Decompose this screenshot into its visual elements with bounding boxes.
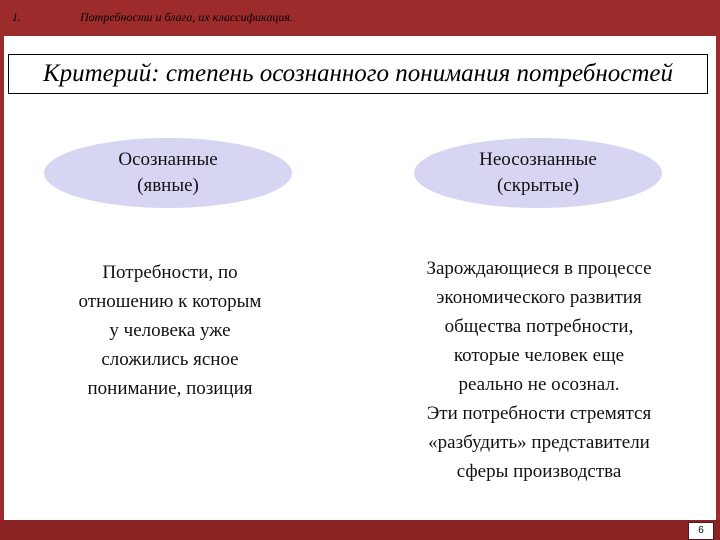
heading-line: (явные) xyxy=(137,175,199,196)
heading-line: Осознанные xyxy=(118,149,218,170)
bottom-frame-bar xyxy=(0,520,720,540)
page-number: 6 xyxy=(688,522,714,540)
description-line: «разбудить» представители xyxy=(428,432,650,453)
description-line: сферы производства xyxy=(456,461,622,482)
explicit-needs-ellipse xyxy=(44,138,292,208)
description-line: Эти потребности стремятся xyxy=(426,403,652,424)
description-line: которые человек еще xyxy=(453,345,625,366)
hidden-needs-description xyxy=(384,254,694,486)
description-line: общества потребности, xyxy=(444,316,634,337)
description-line: понимание, позиция xyxy=(87,378,253,399)
section-number: 1. xyxy=(12,10,21,24)
criterion-title: Критерий: степень осознанного понимания потребностей xyxy=(8,54,708,94)
explicit-needs-description xyxy=(30,258,310,403)
description-line: Зарождающиеся в процессе xyxy=(426,258,652,279)
description-line: у человека уже xyxy=(109,320,231,341)
hidden-needs-ellipse xyxy=(414,138,662,208)
right-frame-bar xyxy=(716,36,720,520)
heading-line: Неосознанные xyxy=(479,149,597,170)
section-title: Потребности и блага, их классификация. xyxy=(80,10,293,24)
left-frame-bar xyxy=(0,36,4,520)
description-line: отношению к которым xyxy=(78,291,262,312)
description-line: экономического развития xyxy=(436,287,642,308)
description-line: Потребности, по xyxy=(102,262,238,283)
description-line: сложились ясное xyxy=(101,349,239,370)
heading-line: (скрытые) xyxy=(496,175,580,196)
description-line: реально не осознал. xyxy=(458,374,620,395)
